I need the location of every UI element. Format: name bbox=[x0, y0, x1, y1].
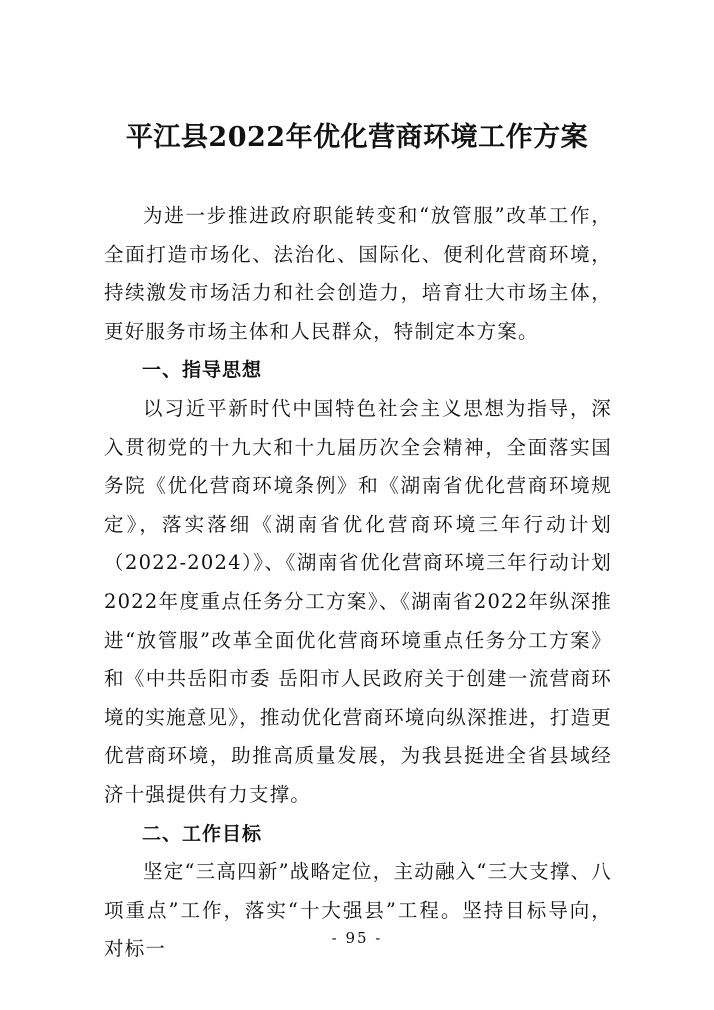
document-body bbox=[104, 197, 612, 969]
intro-paragraph: 为进一步推进政府职能转变和“放管服”改革工作，全面打造市场化、法治化、国际化、便利化营商环境，持续激发市场活力和社会创造力，培育壮大市场主体，更好服务市场主体和人民群众，特制定本方案。 bbox=[104, 204, 612, 343]
document-title: 平江县2022年优化营商环境工作方案 bbox=[125, 122, 589, 153]
section-heading-work-goals: 二、工作目标 bbox=[142, 822, 263, 845]
section-paragraph-guiding-ideology: 以习近平新时代中国特色社会主义思想为指导，深入贯彻党的十九大和十九届历次全会精神，全面落实国务院《优化营商环境条例》和《湖南省优化营商环境规定》，落实落细《湖南省优化营商环境三年行动计划（2022-2024）》、《湖南省优化营商环境三年行动计划2022年度重点任务分工方案》、《湖南省2022年纵深推进“放管服”改革全面优化营商环境重点任务分工方案》和《中共岳阳市委 岳阳市人民政府关于创建一流营商环境的实施意见》，推动优化营商环境向纵深推进，打造更优营商环境，助推高质量发展，为我县挺进全省县域经济十强提供有力支撑。 bbox=[104, 396, 612, 806]
section-heading-guiding-ideology: 一、指导思想 bbox=[142, 359, 263, 382]
section-paragraph-work-goals: 坚定“三高四新”战略定位，主动融入“三大支撑、八项重点”工作，落实“十大强县”工程。坚持目标导向，对标一 bbox=[104, 860, 612, 961]
page-number: - 95 - bbox=[331, 929, 383, 947]
